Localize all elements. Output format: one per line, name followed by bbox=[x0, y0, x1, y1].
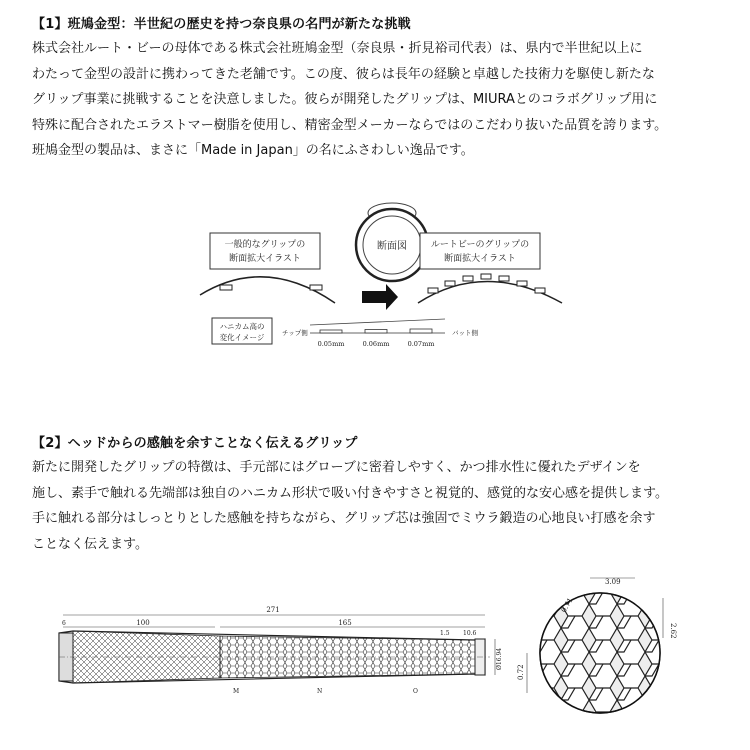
butt-label: バット側 bbox=[452, 329, 478, 337]
honeycomb-box-line: ハニカム高の bbox=[219, 322, 265, 331]
left-box-line: 一般的なグリップの bbox=[224, 240, 306, 250]
section-mark: O bbox=[413, 688, 418, 695]
tip-label: チップ側 bbox=[282, 329, 308, 337]
dim-label: Ø16.94 bbox=[496, 647, 503, 670]
dim-label: 1.5 bbox=[440, 630, 450, 637]
left-box-line: 断面拡大イラスト bbox=[229, 254, 301, 264]
dim-label: 165 bbox=[338, 619, 352, 627]
section-mark: M bbox=[233, 688, 240, 695]
section2-heading: 【2】ヘッドからの感触を余すことなく伝えるグリップ bbox=[32, 436, 358, 451]
circle-dim-label: 2.62 bbox=[669, 623, 677, 639]
section2-line: ことなく伝えます。 bbox=[32, 536, 148, 552]
honeycomb-circle-drawing bbox=[505, 568, 695, 718]
right-box-line: 断面拡大イラスト bbox=[444, 254, 516, 264]
dim-label: 100 bbox=[136, 619, 150, 627]
dim-label: 10.6 bbox=[463, 630, 477, 637]
size-label: 0.07mm bbox=[407, 340, 435, 348]
dim-label: 6 bbox=[62, 620, 66, 627]
section2-line: 新たに開発したグリップの特徴は、手元部にはグローブに密着しやすく、かつ排水性に優れたデザインを bbox=[32, 460, 641, 475]
section2-line: 施し、素手で触れる先端部は独自のハニカム形状で吸い付きやすさと視覚的、感覚的な安心感を提供します。 bbox=[32, 485, 668, 501]
section-mark: N bbox=[317, 688, 323, 695]
section2-paragraph bbox=[32, 455, 732, 557]
section1-line: 特殊に配合されたエラストマー樹脂を使用し、精密金型メーカーならではのこだわり抜いた品質を誇ります。 bbox=[32, 117, 668, 133]
section1-paragraph bbox=[32, 36, 732, 164]
section2-line: 手に触れる部分はしっとりとした感触を持ちながら、グリップ芯は強固でミウラ鍛造の心地良い打感を余す bbox=[32, 511, 656, 526]
section1-heading: 【1】班鳩金型：半世紀の歴史を持つ奈良県の名門が新たな挑戦 bbox=[32, 17, 411, 32]
cross-section-illustration bbox=[190, 185, 580, 355]
circle-dim-label: 0.71 bbox=[559, 596, 575, 614]
section1-line: グリップ事業に挑戦することを決意しました。彼らが開発したグリップは、MIURAとのコラボグリップ用に bbox=[32, 92, 658, 107]
honeycomb-box-line: 変化イメージ bbox=[219, 333, 265, 342]
size-label: 0.06mm bbox=[362, 340, 390, 348]
circle-dim-label: 3.09 bbox=[605, 578, 621, 586]
circle-dim-label: 0.72 bbox=[517, 664, 525, 680]
right-arrow-icon bbox=[362, 284, 398, 310]
section1-line: 株式会社ルート・ビーの母体である株式会社班鳩金型（奈良県・折見裕司代表）は、県内で半世紀以上に bbox=[32, 41, 643, 56]
dim-label: 271 bbox=[266, 606, 280, 614]
right-box-line: ルートビーのグリップの bbox=[430, 240, 530, 250]
section1-line: 班鳩金型の製品は、まさに「Made in Japan」の名にふさわしい逸品です。 bbox=[32, 143, 474, 158]
grip-technical-drawing bbox=[45, 575, 505, 700]
size-label: 0.05mm bbox=[317, 340, 345, 348]
center-label: 断面図 bbox=[377, 241, 407, 252]
section1-line: わたって金型の設計に携わってきた老舗です。この度、彼らは長年の経験と卓越した技術力を駆使し新たな bbox=[32, 66, 655, 82]
